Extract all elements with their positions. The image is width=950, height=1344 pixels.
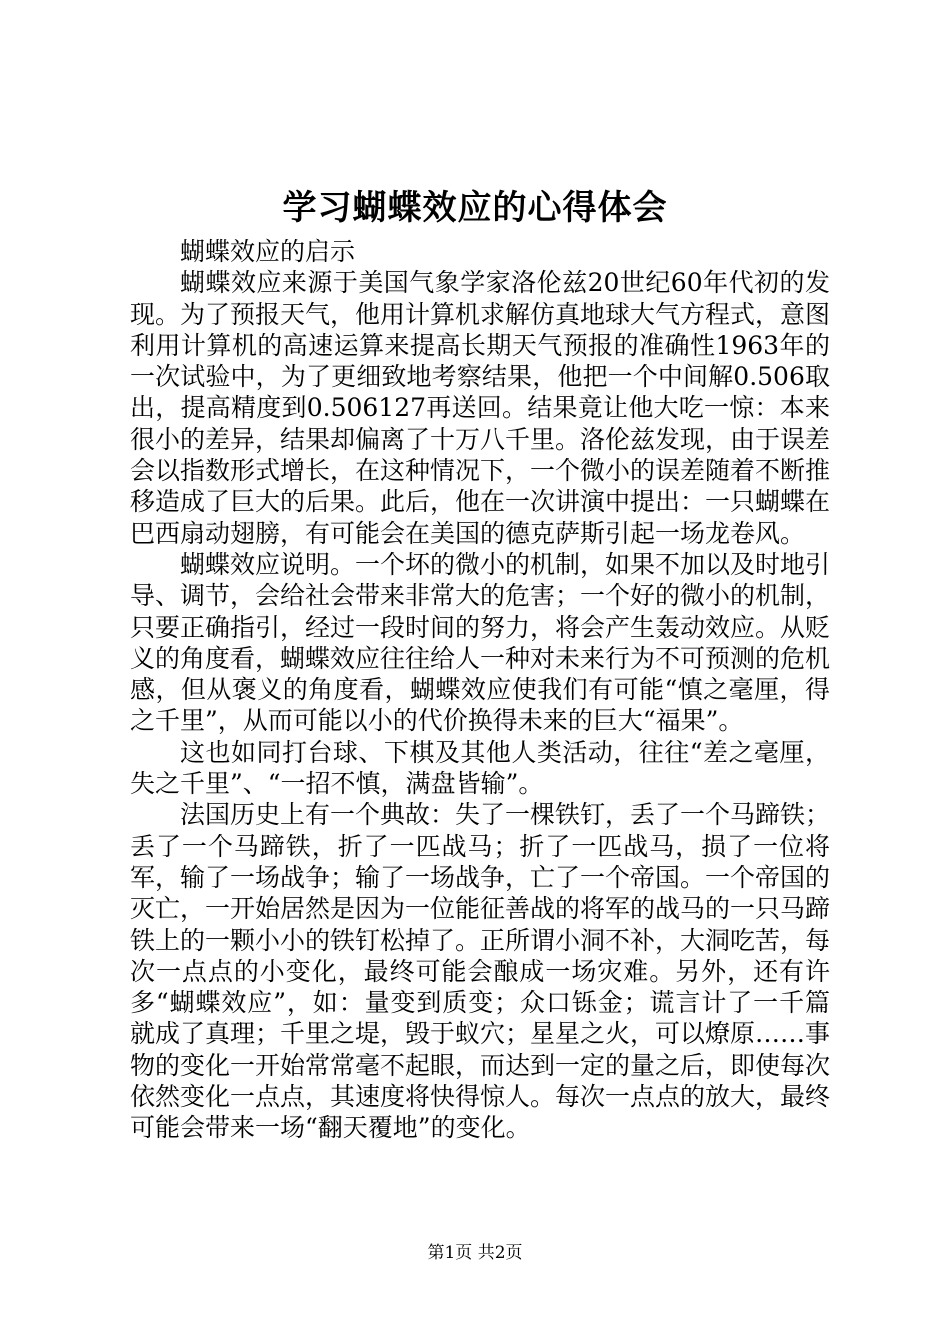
document-body <box>130 236 830 1144</box>
paragraph: 法国历史上有一个典故：失了一棵铁钉，丢了一个马蹄铁；丢了一个马蹄铁，折了一匹战马；折了一匹战马，损了一位将军，输了一场战争；输了一场战争，亡了一个帝国。一个帝国的灭亡，一开始居然是因为一位能征善战的将军的战马的一只马蹄铁上的一颗小小的铁钉松掉了。正所谓小洞不补，大洞吃苦，每次一点点的小变化，最终可能会酿成一场灾难。另外，还有许多“蝴蝶效应”，如：量变到质变；众口铄金；谎言计了一千篇就成了真理；千里之堤，毁于蚁穴；星星之火，可以燎原……事物的变化一开始常常毫不起眼，而达到一定的量之后，即使每次依然变化一点点，其速度将快得惊人。每次一点点的放大，最终可能会带来一场“翻天覆地”的变化。 <box>130 800 831 1143</box>
page-number-footer: 第1页 共2页 <box>427 1243 523 1263</box>
paragraph: 这也如同打台球、下棋及其他人类活动，往往“差之毫厘，失之千里”、“一招不慎，满盘皆输”。 <box>130 737 830 799</box>
paragraph: 蝴蝶效应来源于美国气象学家洛伦兹20世纪60年代初的发现。为了预报天气，他用计算机求解仿真地球大气方程式，意图利用计算机的高速运算来提高长期天气预报的准确性1963年的一次试验中，为了更细致地考察结果，他把一个中间解0.506取出，提高精度到0.506127再送回。结果竟让他大吃一惊：本来很小的差异，结果却偏离了十万八千里。洛伦兹发现，由于误差会以指数形式增长，在这种情况下，一个微小的误差随着不断推移造成了巨大的后果。此后，他在一次讲演中提出：一只蝴蝶在巴西扇动翅膀，有可能会在美国的德克萨斯引起一场龙卷风。 <box>130 268 831 548</box>
document-title: 学习蝴蝶效应的心得体会 <box>282 188 668 228</box>
paragraph: 蝴蝶效应说明。一个坏的微小的机制，如果不加以及时地引导、调节，会给社会带来非常大的危害；一个好的微小的机制，只要正确指引，经过一段时间的努力，将会产生轰动效应。从贬义的角度看，蝴蝶效应往往给人一种对未来行为不可预测的危机感，但从褒义的角度看，蝴蝶效应使我们有可能“慎之毫厘，得之千里”，从而可能以小的代价换得未来的巨大“福果”。 <box>130 549 831 736</box>
paragraph-heading: 蝴蝶效应的启示 <box>180 237 356 266</box>
